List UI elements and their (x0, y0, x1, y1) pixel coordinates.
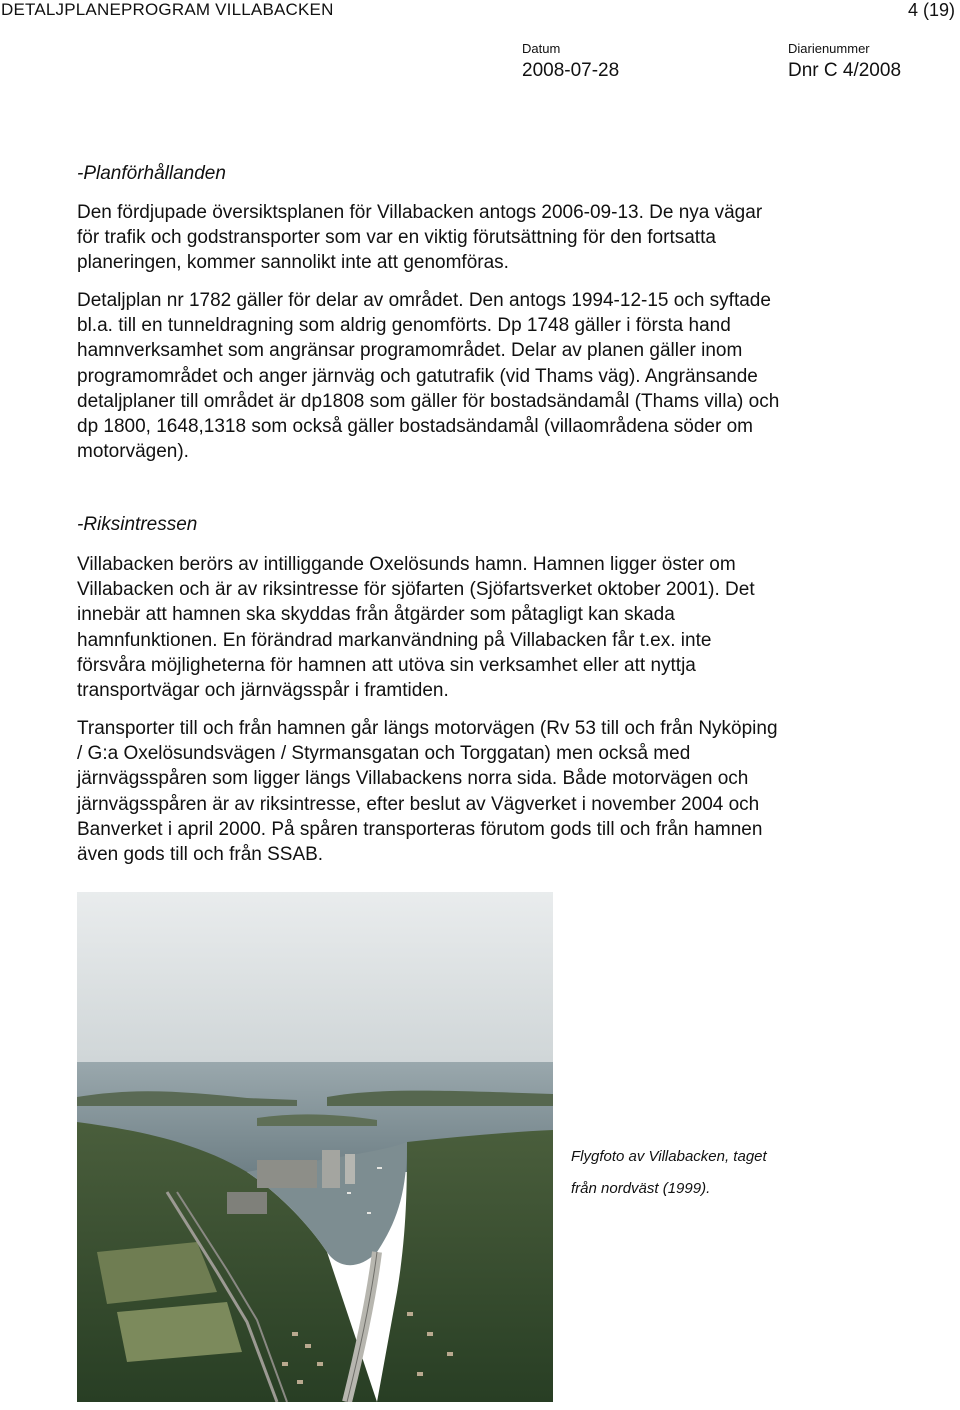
text-line: Banverket i april 2000. På spåren transporteras förutom gods till och från hamnen (77, 818, 763, 840)
text-line: för trafik och godstransporter som var en viktig förutsättning för den fortsatta (77, 227, 716, 249)
text-line: Villabacken och är av riksintresse för sjöfarten (Sjöfartsverket oktober 2001). Det (77, 579, 755, 601)
text-line: programområdet och anger järnväg och gatutrafik (vid Thams väg). Angränsande (77, 365, 758, 387)
section-heading-riksintressen: -Riksintressen (77, 514, 198, 535)
paragraph-planforhallanden-2 (77, 288, 907, 464)
text-line: försvåra möjligheterna för hamnen att utöva sin verksamhet eller att nyttja (77, 654, 696, 676)
registration-number-label: Diarienummer (788, 41, 870, 56)
paragraph-planforhallanden-1 (77, 200, 907, 276)
registration-number-value: Dnr C 4/2008 (788, 60, 902, 81)
document-title: DETALJPLANEPROGRAM VILLABACKEN (1, 0, 334, 19)
date-label: Datum (522, 41, 561, 56)
text-line: transportvägar och järnvägsspår i framtiden. (77, 680, 449, 702)
text-line: järnvägsspåren är av riksintresse, efter beslut av Vägverket i november 2004 och (77, 793, 760, 815)
date-value: 2008-07-28 (522, 60, 620, 81)
text-line: hamnfunktionen. En förändrad markanvändning på Villabacken får t.ex. inte (77, 629, 712, 651)
text-line: Transporter till och från hamnen går längs motorvägen (Rv 53 till och från Nyköping (77, 718, 778, 739)
section-heading-planforhallanden: -Planförhållanden (77, 163, 226, 184)
text-line: dp 1800, 1648,1318 som också gäller bostadsändamål (villaområdena söder om (77, 416, 753, 438)
page-number: 4 (19) (907, 0, 955, 20)
photo-caption-line-1: Flygfoto av Villabacken, taget (571, 1148, 767, 1165)
paragraph-riksintressen-1 (77, 552, 907, 703)
paragraph-riksintressen-2 (77, 716, 907, 867)
text-line: / G:a Oxelösundsvägen / Styrmansgatan och Torggatan) men också med (77, 743, 691, 765)
text-line: Detaljplan nr 1782 gäller för delar av området. Den antogs 1994-12-15 och syftade (77, 290, 771, 311)
text-line: innebär att hamnen ska skyddas från åtgärder som påtagligt kan skada (77, 604, 675, 626)
text-line: motorvägen). (77, 441, 189, 463)
text-line: Villabacken berörs av intilliggande Oxelösunds hamn. Hamnen ligger öster om (77, 554, 736, 575)
aerial-photo-illustration (77, 892, 553, 1402)
aerial-photo (77, 892, 553, 1402)
text-line: detaljplaner till området är dp1808 som gäller för bostadsändamål (Thams villa) och (77, 390, 780, 412)
text-line: hamnverksamhet som angränsar programområdet. Delar av planen gäller inom (77, 340, 743, 362)
text-line: järnvägsspåren som ligger längs Villabackens norra sida. Både motorvägen och (77, 768, 749, 790)
text-line: bl.a. till en tunneldragning som aldrig genomförts. Dp 1748 gäller i första hand (77, 315, 731, 337)
text-line: Den fördjupade översiktsplanen för Villabacken antogs 2006-09-13. De nya vägar (77, 202, 763, 223)
text-line: även gods till och från SSAB. (77, 844, 324, 866)
text-line: planeringen, kommer sannolikt inte att genomföras. (77, 252, 509, 274)
photo-caption-line-2: från nordväst (1999). (571, 1180, 711, 1197)
